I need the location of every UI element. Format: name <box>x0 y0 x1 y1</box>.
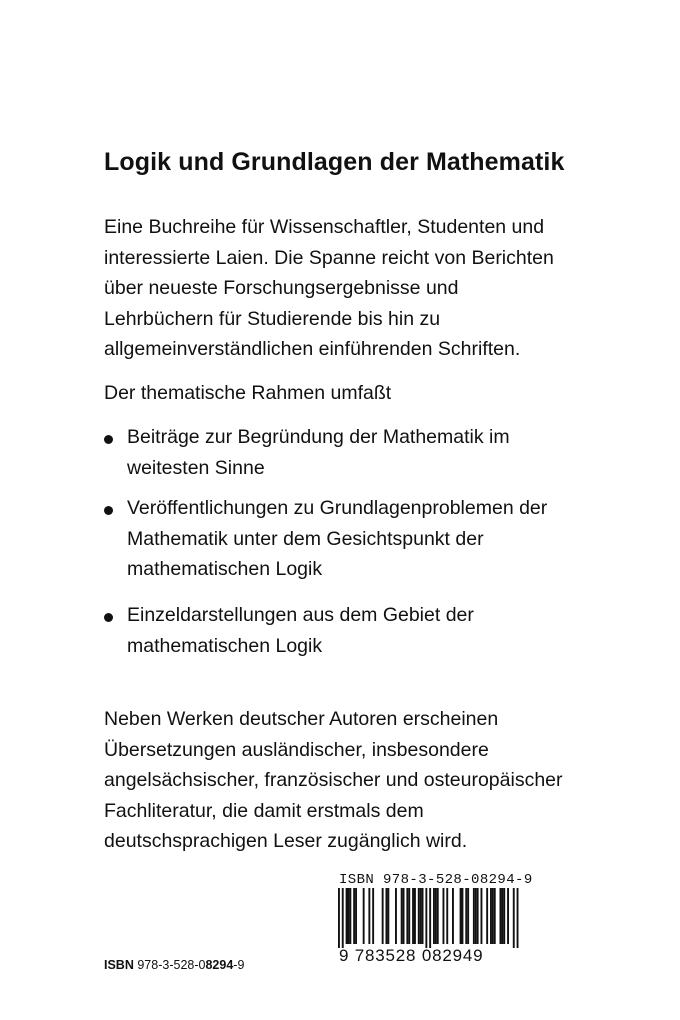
barcode-bar <box>437 888 439 944</box>
list-item <box>104 493 547 585</box>
isbn-footer-highlight: 8294 <box>205 958 234 972</box>
barcode-bar <box>462 888 464 944</box>
barcode-bar <box>387 888 389 944</box>
intro-line: Lehrbüchern für Studierende bis hin zu <box>104 307 441 330</box>
list-item-line: Veröffentlichungen zu Grundlagenproblemen der <box>127 497 548 520</box>
barcode-bar <box>349 888 351 944</box>
barcode-bar <box>368 888 370 944</box>
barcode-digits: 9 783528 082949 <box>339 946 484 965</box>
outro-line: Neben Werken deutscher Autoren erscheinen <box>104 708 499 730</box>
list-item-line: Einzeldarstellungen aus dem Gebiet der <box>127 603 474 626</box>
barcode-bar <box>490 888 492 944</box>
outro-paragraph <box>104 704 563 857</box>
barcode-bar <box>446 888 448 944</box>
barcode-bar <box>503 888 505 944</box>
list-item-line: mathematischen Logik <box>127 634 323 657</box>
barcode-bar <box>420 888 422 944</box>
list-item <box>104 600 547 661</box>
barcode-bar <box>386 888 388 944</box>
barcode-bar <box>473 888 475 944</box>
barcode-bar <box>452 888 454 944</box>
intro-line: allgemeinverständlichen einführenden Schriften. <box>104 338 521 361</box>
barcode-bar <box>406 888 408 944</box>
intro-line: interessierte Laien. Die Spanne reicht von Berichten <box>104 246 554 269</box>
barcode-bar <box>481 888 483 944</box>
barcode-bar <box>403 888 405 944</box>
barcode-guard-bar <box>513 888 515 948</box>
barcode-bar <box>348 888 350 944</box>
list-item-line: mathematischen Logik <box>127 558 323 581</box>
barcode-bar <box>465 888 467 944</box>
barcode-bar <box>501 888 503 944</box>
barcode-bar <box>408 888 410 944</box>
list-item <box>104 422 547 483</box>
barcode-bar <box>475 888 477 944</box>
barcode-isbn-line: ISBN 978-3-528-08294-9 <box>339 872 533 888</box>
outro-line: angelsächsischer, französischer und osteuropäischer <box>104 769 563 792</box>
scope-lead <box>104 378 391 409</box>
bullet-icon <box>104 435 113 444</box>
barcode-bar <box>412 888 414 944</box>
barcode-guard-bar <box>342 888 344 948</box>
intro-line: Eine Buchreihe für Wissenschaftler, Studenten und <box>104 216 545 238</box>
scope-list <box>104 422 547 661</box>
barcode-bar <box>355 888 357 944</box>
list-item-line: Beiträge zur Begründung der Mathematik im <box>127 426 510 448</box>
barcode-bar <box>382 888 384 944</box>
isbn-footer-suffix: -9 <box>233 958 245 972</box>
series-title: Logik und Grundlagen der Mathematik <box>104 148 565 176</box>
barcode-bar <box>500 888 502 944</box>
barcode-bar <box>414 888 416 944</box>
bullet-icon <box>104 613 113 622</box>
barcode-bar <box>443 888 445 944</box>
barcode-bar <box>346 888 348 944</box>
outro-line: Übersetzungen ausländischer, insbesondere <box>104 738 489 761</box>
barcode-bar <box>435 888 437 944</box>
barcode-bar <box>401 888 403 944</box>
intro-line: über neueste Forschungsergebnisse und <box>104 277 459 300</box>
intro-paragraph <box>104 212 554 365</box>
outro-line: deutschsprachigen Leser zugänglich wird. <box>104 830 468 853</box>
barcode-bar <box>372 888 374 944</box>
barcode-bar <box>422 888 424 944</box>
barcode-bar <box>460 888 462 944</box>
barcode-bar <box>433 888 435 944</box>
barcode-bar <box>507 888 509 944</box>
isbn-footer <box>104 958 244 972</box>
barcode-bar <box>353 888 355 944</box>
isbn-footer-label: ISBN <box>104 958 134 972</box>
bullet-icon <box>104 506 113 515</box>
outro-line: Fachliteratur, die damit erstmals dem <box>104 799 424 822</box>
barcode-guard-bar <box>517 888 519 948</box>
barcode-bar <box>492 888 494 944</box>
list-item-line: Mathematik unter dem Gesichtspunkt der <box>127 527 484 550</box>
list-item-line: weitesten Sinne <box>127 456 265 479</box>
barcode-bar <box>418 888 420 944</box>
barcode <box>336 888 520 948</box>
barcode-bar <box>363 888 365 944</box>
isbn-footer-prefix: 978-3-528-0 <box>137 958 206 972</box>
barcode-guard-bar <box>338 888 340 948</box>
barcode-bar <box>467 888 469 944</box>
scope-lead-text: Der thematische Rahmen umfaßt <box>104 382 392 404</box>
barcode-guard-bar <box>429 888 431 948</box>
barcode-bar <box>494 888 496 944</box>
barcode-guard-bar <box>425 888 427 948</box>
barcode-bar <box>486 888 488 944</box>
barcode-bar <box>395 888 397 944</box>
barcode-bar <box>477 888 479 944</box>
